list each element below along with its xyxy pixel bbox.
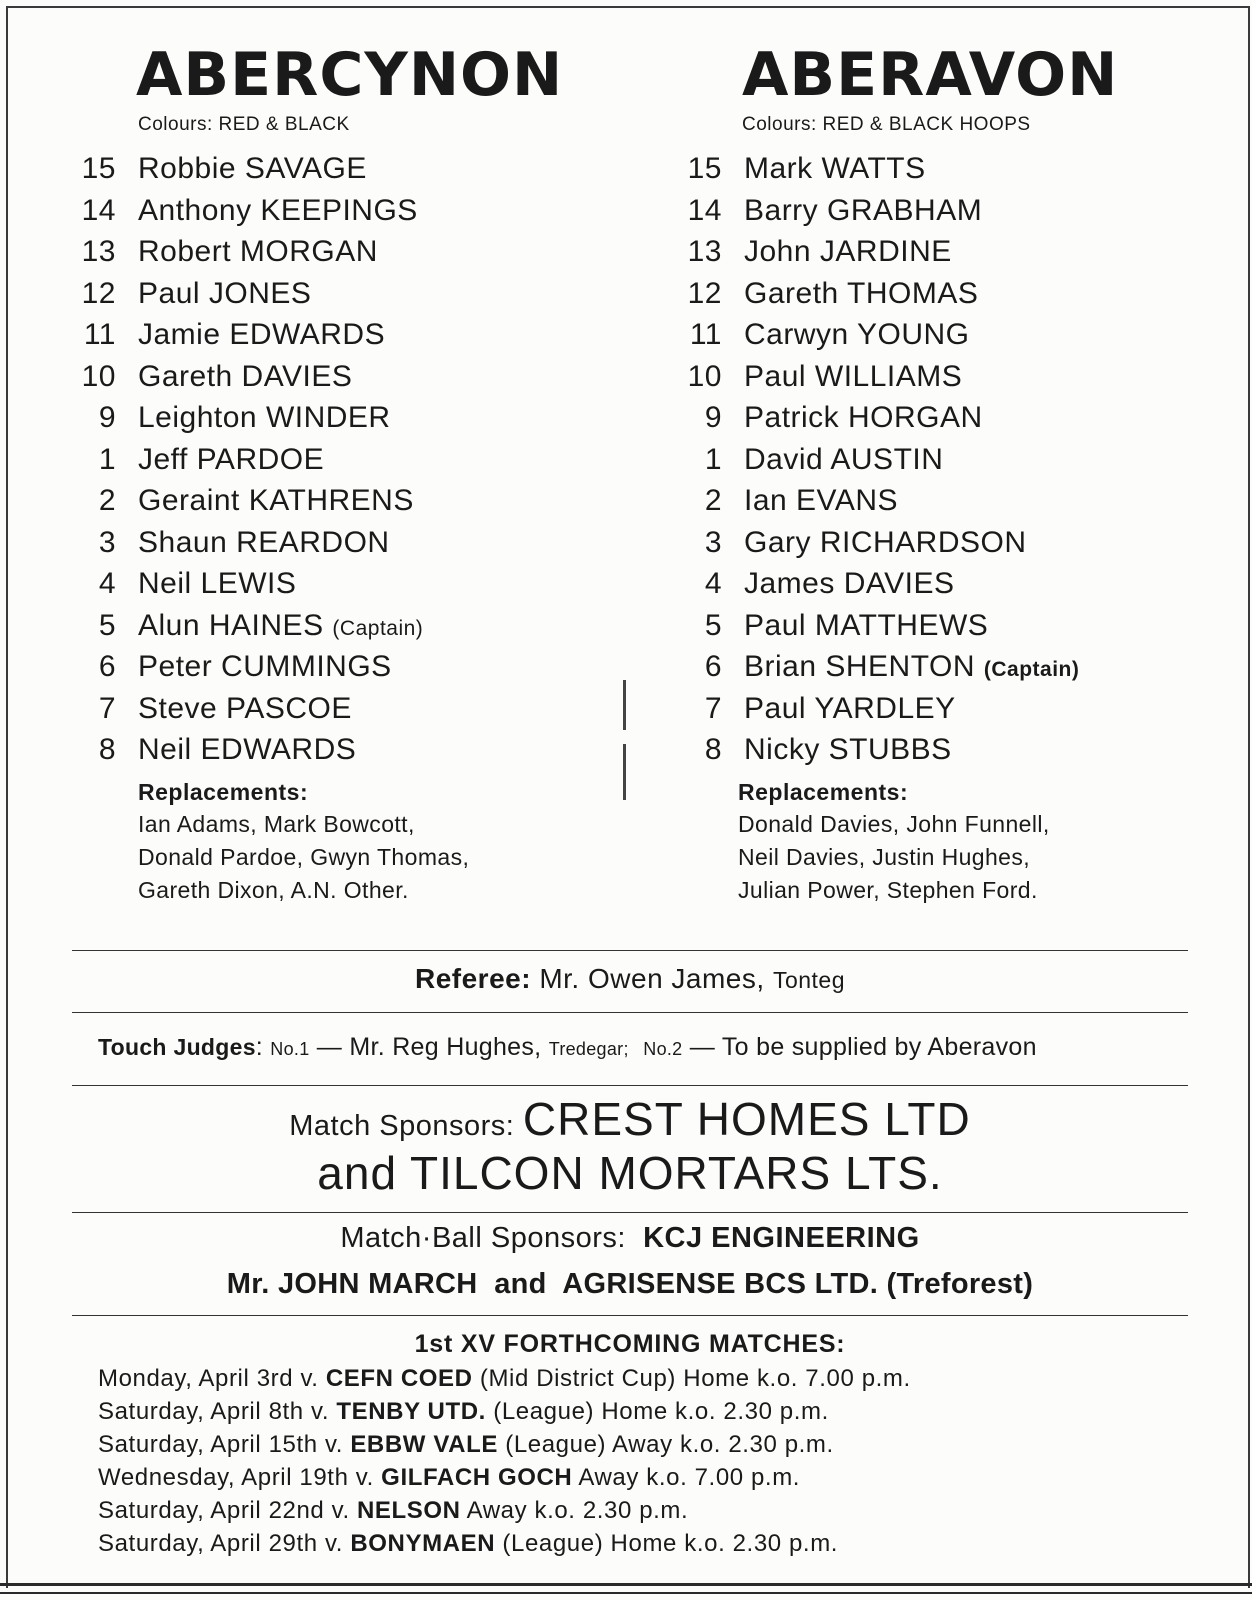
player-row [676,397,1196,439]
divider [72,1315,1188,1316]
touch1-club: Tredegar; [548,1039,629,1059]
player-number: 13 [687,235,722,268]
player-name [138,605,423,647]
touch-judges-label: Touch Judges [98,1034,256,1060]
fixture-date: Saturday, April 22nd v. [98,1497,350,1524]
captain-note: (Captain) [983,658,1080,681]
player-number: 15 [687,152,722,185]
fixtures-title: 1st XV FORTHCOMING MATCHES: [414,1330,846,1358]
away-replacements-line: Neil Davies, Justin Hughes, [738,843,1031,870]
player-name: Ian EVANS [744,484,899,517]
player-name: Gary RICHARDSON [744,525,1027,559]
player-number: 14 [687,193,722,227]
player-number: 4 [98,567,116,600]
fixture-row [98,1527,1198,1560]
player-number: 6 [704,650,722,683]
player-number: 8 [704,733,722,766]
player-number: 3 [98,525,116,559]
player-row [70,522,630,564]
ball-sponsors-label: Match·Ball Sponsors: [340,1222,626,1254]
player-row [676,688,1196,730]
player-name: Paul MATTHEWS [744,608,989,642]
fixture-opponent: CEFN COED [325,1365,473,1392]
home-player-list [70,148,630,771]
fixture-details: (League) Away k.o. 2.30 p.m. [505,1431,834,1458]
player-number: 8 [98,733,116,766]
fixture-date: Monday, April 3rd v. [98,1365,319,1392]
away-replacements-title: Replacements: [738,778,909,805]
player-name: Steve PASCOE [138,691,352,725]
touch1-label: No.1 [270,1039,310,1059]
divider [72,1012,1188,1013]
player-row [70,563,630,605]
player-row [676,356,1196,398]
player-row [70,480,630,522]
player-number: 2 [704,484,722,517]
player-name: Paul YARDLEY [744,691,956,725]
player-name: Paul WILLIAMS [744,359,963,393]
player-row [676,148,1196,190]
touch1-name: Mr. Reg Hughes, [349,1033,542,1061]
referee-label: Referee: [414,963,532,994]
fixture-date: Saturday, April 8th v. [98,1398,330,1425]
player-name: James DAVIES [744,567,955,600]
ball-sponsor-1: KCJ ENGINEERING [643,1222,920,1254]
fixture-row [98,1461,1198,1494]
bottom-double-rule [0,1583,1252,1594]
fixture-row [98,1395,1198,1428]
fixture-details: Away k.o. 7.00 p.m. [578,1464,801,1491]
player-row [70,190,630,232]
player-row [70,397,630,439]
player-number: 2 [98,484,116,517]
player-row [70,231,630,273]
player-name-text: Brian SHENTON [744,650,976,683]
player-row [676,480,1196,522]
player-row [676,605,1196,647]
match-sponsors-label: Match Sponsors: [289,1110,515,1142]
player-number: 5 [98,608,116,642]
player-row [676,231,1196,273]
player-name: Neil EDWARDS [138,733,357,766]
fixture-row [98,1428,1198,1461]
player-number: 1 [704,442,722,476]
fixture-opponent: BONYMAEN [350,1530,496,1557]
referee-line [72,963,1188,995]
fixture-details: Away k.o. 2.30 p.m. [466,1497,689,1524]
player-name: Jamie EDWARDS [138,318,386,351]
referee-name: Mr. Owen James, [539,963,765,994]
player-name: Carwyn YOUNG [744,318,970,351]
player-name: Leighton WINDER [138,401,391,434]
player-name: Shaun REARDON [138,525,390,559]
player-number: 14 [81,193,116,227]
touch2-dash: — [689,1033,716,1061]
fixture-row [98,1494,1198,1527]
away-team-name: ABERAVON [742,40,1119,110]
player-row [676,273,1196,315]
player-name: Robbie SAVAGE [138,152,367,185]
referee-club: Tonteg [772,967,846,993]
captain-note: (Captain) [332,616,424,640]
player-row [70,356,630,398]
away-replacements-line: Julian Power, Stephen Ford. [738,876,1038,903]
player-name: David AUSTIN [744,442,944,476]
home-team-colours: Colours: RED & BLACK [138,114,350,135]
home-replacements-title: Replacements: [138,778,309,805]
player-name: Nicky STUBBS [744,733,952,766]
player-number: 9 [98,401,116,434]
home-replacements-line: Ian Adams, Mark Bowcott, [138,810,415,837]
fixtures-list [98,1362,1198,1560]
player-row [70,605,630,647]
player-row [676,729,1196,771]
fixture-opponent: NELSON [357,1497,461,1524]
player-row [70,729,630,771]
fixture-details: (Mid District Cup) Home k.o. 7.00 p.m. [479,1365,911,1392]
home-team-column [70,40,630,907]
player-name: Jeff PARDOE [138,442,325,476]
player-number: 11 [83,318,116,351]
fixture-opponent: GILFACH GOCH [381,1464,573,1491]
player-row [676,190,1196,232]
player-name: Peter CUMMINGS [138,650,392,683]
home-replacements-line: Gareth Dixon, A.N. Other. [138,876,409,903]
player-number: 3 [704,525,722,559]
ball-sponsor-2: Mr. JOHN MARCH and AGRISENSE BCS LTD. (Treforest) [226,1268,1034,1300]
touch-judges-sep: : [255,1033,264,1061]
home-replacements-line: Donald Pardoe, Gwyn Thomas, [138,843,470,870]
player-name [744,646,1079,688]
player-name: Robert MORGAN [138,235,378,268]
player-name: Barry GRABHAM [744,193,983,227]
player-number: 6 [98,650,116,683]
player-number: 11 [689,318,722,351]
player-row [70,314,630,356]
fixture-details: (League) Home k.o. 2.30 p.m. [502,1530,839,1557]
player-number: 12 [687,276,722,310]
touch2-label: No.2 [643,1039,683,1059]
player-number: 13 [81,235,116,268]
player-number: 7 [704,691,722,725]
player-row [70,688,630,730]
staple-icon [623,680,627,800]
home-team-name: ABERCYNON [136,40,564,110]
player-name-text: Alun HAINES [138,608,324,642]
player-name: John JARDINE [744,235,952,268]
player-row [70,439,630,481]
away-team-colours: Colours: RED & BLACK HOOPS [742,114,1031,135]
fixture-date: Wednesday, April 19th v. [98,1464,374,1491]
player-name: Mark WATTS [744,152,926,185]
away-player-list [676,148,1196,771]
match-sponsor-2: and TILCON MORTARS LTS. [317,1147,943,1199]
player-name: Neil LEWIS [138,567,297,600]
player-name: Gareth DAVIES [138,359,353,393]
touch2-text: To be supplied by Aberavon [721,1033,1037,1061]
away-team-column [676,40,1196,907]
player-name: Patrick HORGAN [744,401,983,434]
player-number: 5 [704,608,722,642]
fixture-date: Saturday, April 15th v. [98,1431,344,1458]
ball-sponsors-line [72,1222,1188,1255]
player-number: 9 [704,401,722,434]
fixture-opponent: TENBY UTD. [336,1398,486,1425]
divider [72,1212,1188,1213]
match-sponsors-line [72,1092,1188,1146]
player-number: 10 [81,359,116,393]
player-row [676,314,1196,356]
divider [72,1085,1188,1086]
player-row [676,522,1196,564]
touch-judges-line [98,1033,1214,1062]
fixture-row [98,1362,1198,1395]
player-number: 4 [704,567,722,600]
away-replacements-line: Donald Davies, John Funnell, [738,810,1050,837]
player-number: 12 [81,276,116,310]
divider [72,950,1188,951]
player-name: Geraint KATHRENS [138,484,414,517]
fixture-opponent: EBBW VALE [350,1431,498,1458]
player-row [70,148,630,190]
player-row [676,563,1196,605]
fixture-date: Saturday, April 29th v. [98,1530,344,1557]
player-name: Paul JONES [138,276,312,310]
player-row [676,646,1196,688]
player-row [70,646,630,688]
touch1-dash: — [316,1033,343,1061]
player-row [70,273,630,315]
fixture-details: (League) Home k.o. 2.30 p.m. [493,1398,829,1425]
player-number: 1 [98,442,116,476]
player-name: Gareth THOMAS [744,276,979,310]
match-sponsor-1: CREST HOMES LTD [522,1093,971,1145]
player-number: 10 [687,359,722,393]
player-name: Anthony KEEPINGS [138,193,418,227]
player-row [676,439,1196,481]
player-number: 7 [98,691,116,725]
player-number: 15 [81,152,116,185]
